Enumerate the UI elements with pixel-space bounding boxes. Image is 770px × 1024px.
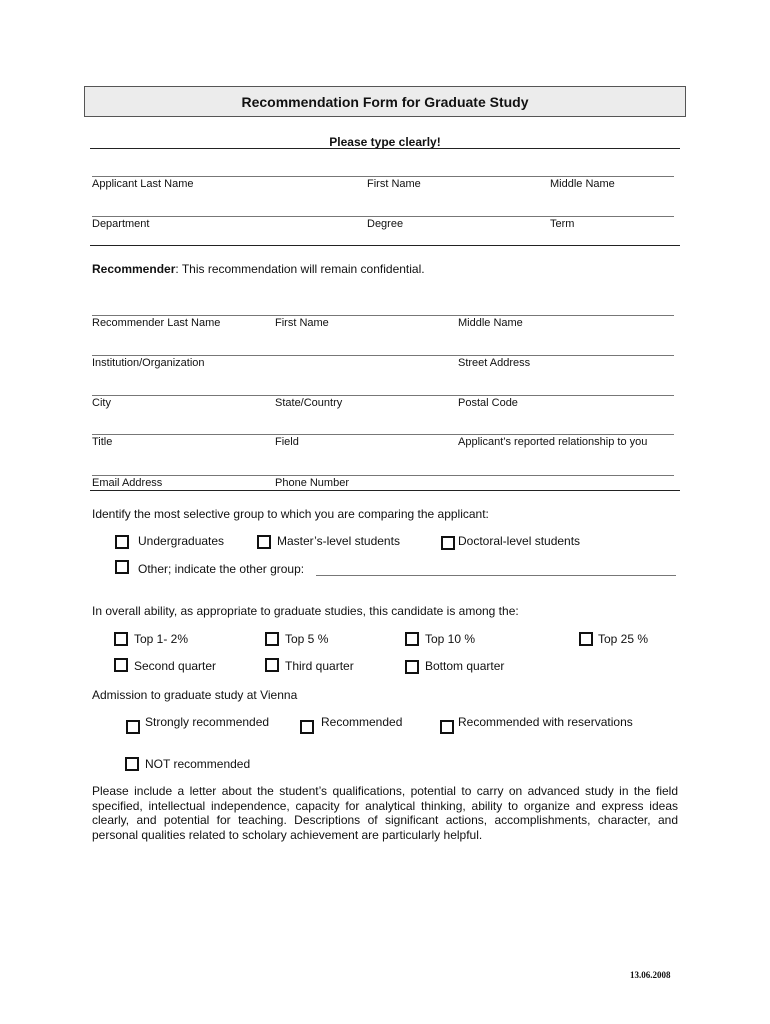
postal-code-label: Postal Code <box>458 397 518 409</box>
recommender-heading: Recommender <box>92 262 176 276</box>
applicant-program-field[interactable] <box>92 216 674 217</box>
third-quarter-checkbox[interactable] <box>265 658 279 672</box>
top-25-label: Top 25 % <box>598 632 649 646</box>
top-25-checkbox[interactable] <box>579 632 593 646</box>
bottom-quarter-checkbox[interactable] <box>405 660 419 674</box>
applicant-first-name-label: First Name <box>367 178 421 190</box>
title-label: Title <box>92 436 113 448</box>
recommender-name-field[interactable] <box>92 315 674 316</box>
term-label: Term <box>550 218 575 230</box>
institution-label: Institution/Organization <box>92 357 205 369</box>
third-quarter-label: Third quarter <box>285 659 354 673</box>
letter-instructions: Please include a letter about the student’s qualifications, potential to carry on advanced study in the field specified, intellectual independence, capacity for analytical thinking, ability to organize and express ideas clearly, and potential for teaching. Descriptions of significant actions, accomplishments, character, and personal qualities related to scholary achievement are particularly helpful. <box>92 784 678 842</box>
form-title: Recommendation Form for Graduate Study <box>241 94 529 110</box>
ability-question: In overall ability, as appropriate to graduate studies, this candidate is among the: <box>92 604 519 618</box>
admission-question: Admission to graduate study at Vienna <box>92 688 298 702</box>
form-title-box <box>84 86 686 117</box>
title-field[interactable] <box>92 434 674 435</box>
divider <box>90 148 680 149</box>
other-group-checkbox[interactable] <box>115 560 129 574</box>
strongly-recommended-checkbox[interactable] <box>126 720 140 734</box>
top-5-label: Top 5 % <box>285 632 329 646</box>
undergraduates-label: Undergraduates <box>138 534 225 548</box>
recommended-checkbox[interactable] <box>300 720 314 734</box>
state-country-label: State/Country <box>275 397 343 409</box>
top-1-2-label: Top 1- 2% <box>134 632 189 646</box>
applicant-middle-name-label: Middle Name <box>550 178 615 190</box>
doctoral-label: Doctoral-level students <box>458 534 581 548</box>
masters-label: Master’s-level students <box>277 534 400 548</box>
degree-label: Degree <box>367 218 404 230</box>
contact-field[interactable] <box>92 475 674 476</box>
recommended-label: Recommended <box>321 715 403 729</box>
masters-checkbox[interactable] <box>257 535 271 549</box>
top-10-label: Top 10 % <box>425 632 476 646</box>
other-group-label: Other; indicate the other group: <box>138 562 305 576</box>
recommended-with-reservations-label: Recommended with reservations <box>458 715 633 729</box>
top-10-checkbox[interactable] <box>405 632 419 646</box>
department-label: Department <box>92 218 150 230</box>
recommender-heading-line <box>92 262 425 276</box>
field-label: Field <box>275 436 299 448</box>
form-date: 13.06.2008 <box>630 970 671 980</box>
email-label: Email Address <box>92 477 163 489</box>
other-group-input[interactable] <box>316 575 676 576</box>
applicant-last-name-label: Applicant Last Name <box>92 178 194 190</box>
applicant-name-field[interactable] <box>92 176 674 177</box>
second-quarter-label: Second quarter <box>134 659 217 673</box>
second-quarter-checkbox[interactable] <box>114 658 128 672</box>
doctoral-checkbox[interactable] <box>441 536 455 550</box>
form-subtitle: Please type clearly! <box>329 135 441 149</box>
comparison-question: Identify the most selective group to which you are comparing the applicant: <box>92 507 489 521</box>
divider <box>90 245 680 246</box>
street-address-label: Street Address <box>458 357 531 369</box>
recommended-with-reservations-checkbox[interactable] <box>440 720 454 734</box>
relationship-label: Applicant’s reported relationship to you <box>458 436 648 448</box>
bottom-quarter-label: Bottom quarter <box>425 659 505 673</box>
divider <box>90 490 680 491</box>
recommender-last-name-label: Recommender Last Name <box>92 317 221 329</box>
undergraduates-checkbox[interactable] <box>115 535 129 549</box>
location-field[interactable] <box>92 395 674 396</box>
strongly-recommended-label: Strongly recommended <box>145 715 270 729</box>
top-1-2-checkbox[interactable] <box>114 632 128 646</box>
recommender-first-name-label: First Name <box>275 317 329 329</box>
confidential-note: : This recommendation will remain confidential. <box>175 262 425 276</box>
recommender-middle-name-label: Middle Name <box>458 317 523 329</box>
phone-label: Phone Number <box>275 477 349 489</box>
city-label: City <box>92 397 111 409</box>
not-recommended-checkbox[interactable] <box>125 757 139 771</box>
top-5-checkbox[interactable] <box>265 632 279 646</box>
not-recommended-label: NOT recommended <box>145 757 251 771</box>
institution-field[interactable] <box>92 355 674 356</box>
